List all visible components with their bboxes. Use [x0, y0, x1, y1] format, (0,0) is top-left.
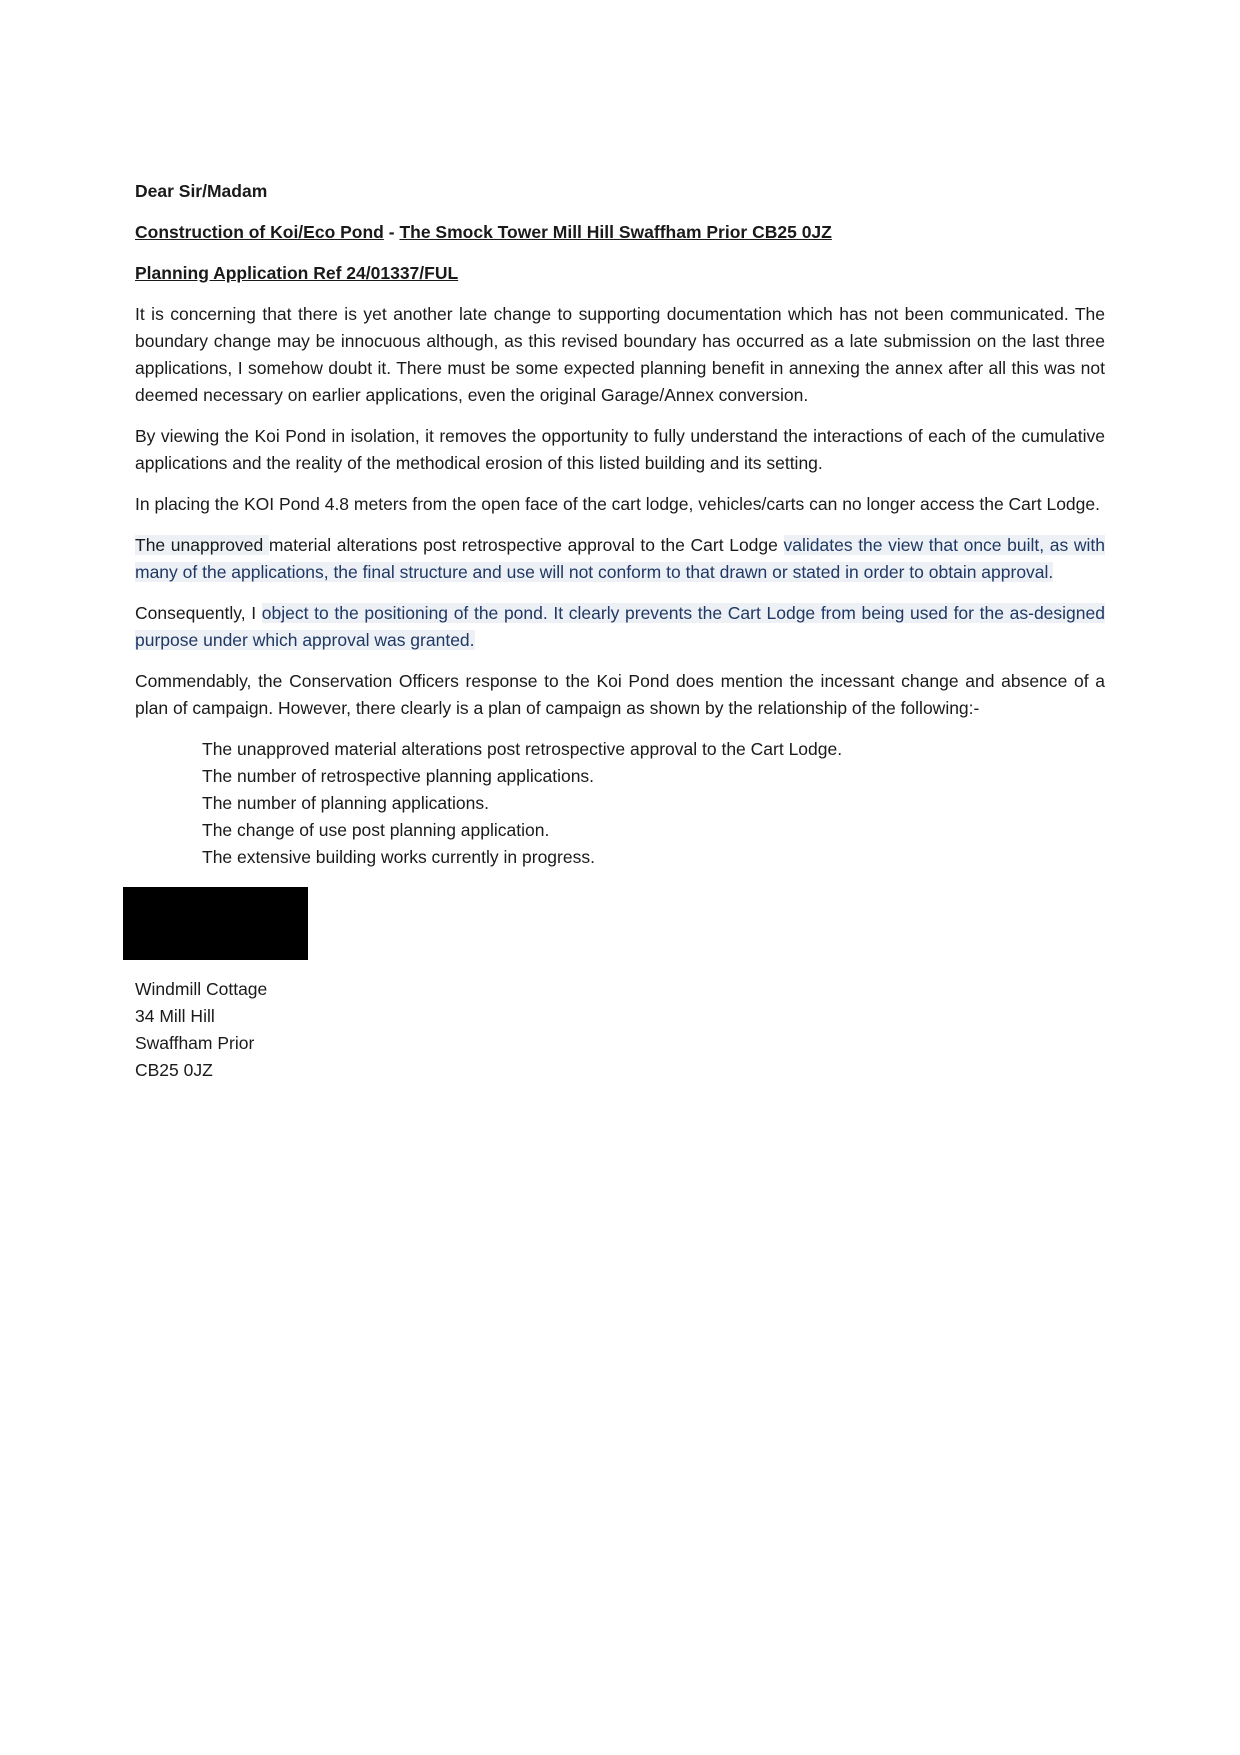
list-item: The unapproved material alterations post retrospective approval to the Cart Lodge.: [202, 739, 843, 759]
salutation: Dear Sir/Madam: [135, 181, 268, 201]
paragraph-5-segment-1: Consequently, I: [135, 603, 262, 623]
body-paragraph-4: [135, 532, 1105, 586]
paragraph-4-segment-3: validates the view that once built, as with many of the applications, the final structure and use will not conform to that drawn or stated in order to obtain approval.: [135, 535, 1105, 582]
redacted-signature-block: [123, 887, 308, 960]
paragraph-5-segment-2: object to the positioning of the pond. It clearly prevents the Cart Lodge from being used for the as-designed purpose under which approval was granted.: [135, 603, 1105, 650]
body-paragraph-2: By viewing the Koi Pond in isolation, it removes the opportunity to fully understand the interactions of each of the cumulative applications and the reality of the methodical erosion of this listed building and its setting.: [135, 426, 1105, 473]
body-paragraph-3: In placing the KOI Pond 4.8 meters from the open face of the cart lodge, vehicles/carts can no longer access the Cart Lodge.: [135, 494, 1100, 514]
subject-line: [135, 219, 1105, 246]
subject-part2: The Smock Tower Mill Hill Swaffham Prior CB25 0JZ: [399, 222, 832, 242]
address-line: 34 Mill Hill: [135, 1006, 215, 1026]
paragraph-4-segment-2: material alterations post retrospective approval to the Cart Lodge: [268, 535, 784, 555]
body-paragraph-6: Commendably, the Conservation Officers response to the Koi Pond does mention the incessant change and absence of a plan of campaign. However, there clearly is a plan of campaign as shown by the relationship of the following:-: [135, 671, 1105, 718]
address-line: Windmill Cottage: [135, 979, 268, 999]
body-paragraph-5: [135, 600, 1105, 654]
address-line: Swaffham Prior: [135, 1033, 255, 1053]
address-line: CB25 0JZ: [135, 1060, 213, 1080]
sender-address: [135, 976, 1105, 1084]
subject-separator: -: [383, 222, 400, 242]
subject-part1: Construction of Koi/Eco Pond: [135, 222, 384, 242]
list-item: The number of retrospective planning applications.: [202, 766, 595, 786]
paragraph-4-segment-1: The unapproved: [135, 535, 269, 555]
list-item: The extensive building works currently in progress.: [202, 847, 595, 867]
body-paragraph-1: It is concerning that there is yet another late change to supporting documentation which has not been communicated. The boundary change may be innocuous although, as this revised boundary has occurred as a late submission on the last three applications, I somehow doubt it. There must be some expected planning benefit in annexing the annex after all this was not deemed necessary on earlier applications, even the original Garage/Annex conversion.: [135, 304, 1105, 405]
reference-line: Planning Application Ref 24/01337/FUL: [135, 263, 459, 283]
list-item: The change of use post planning application.: [202, 820, 550, 840]
campaign-list: [135, 736, 1105, 871]
list-item: The number of planning applications.: [202, 793, 489, 813]
